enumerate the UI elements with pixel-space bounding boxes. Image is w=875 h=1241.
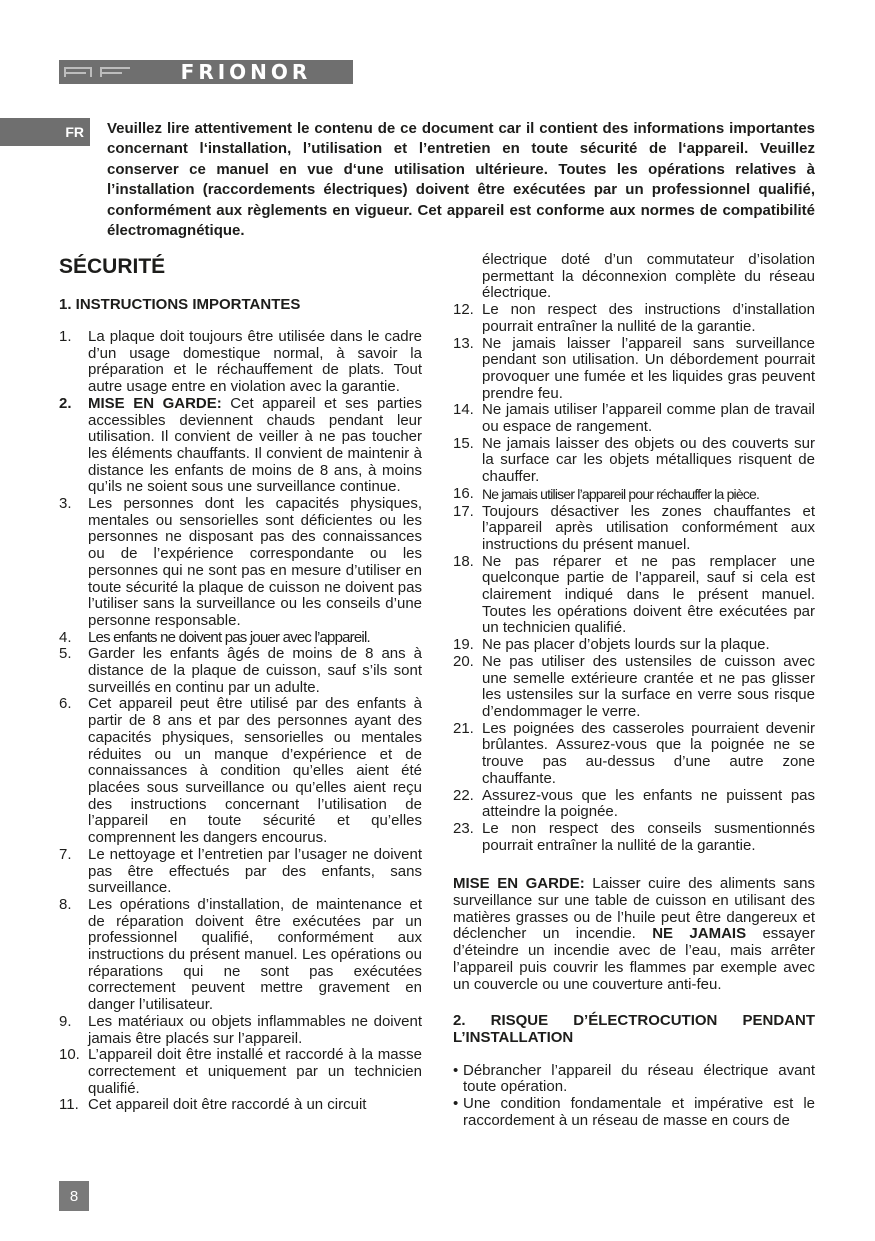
list-item: • Une condition fondamentale et impérative est le raccordement à un réseau de masse en cours de [453, 1095, 815, 1129]
page-number: 8 [59, 1181, 89, 1211]
list-item-continuation: électrique doté d’un commutateur d’isolation permettant la déconnexion complète du réseau électrique. [482, 251, 815, 302]
list-item: 1. La plaque doit toujours être utilisée dans le cadre d’un usage domestique normal, à savoir la préparation et le réchauffement de plats. Tout autre usage entre en violation avec la garantie. [59, 328, 422, 396]
list-item: 16. Ne jamais utiliser l’appareil pour réchauffer la pièce. [453, 484, 760, 502]
list-item: 9. Les matériaux ou objets inflammables ne doivent jamais être placés sur l’appareil. [59, 1012, 422, 1047]
subsection-title-instructions: 1. INSTRUCTIONS IMPORTANTES [59, 296, 301, 313]
electrocution-bullet-list [453, 1063, 815, 1130]
instructions-list-right [453, 302, 815, 854]
list-item: 20. Ne pas utiliser des ustensiles de cuisson avec une semelle extérieure crantée et ne pas glisser les ustensiles sur la surface en verre sous risque d’endommager le verre. [453, 652, 815, 720]
section-title: SÉCURITÉ [59, 255, 166, 278]
right-column [453, 252, 815, 1129]
list-item: 21. Les poignées des casseroles pourraient devenir brûlantes. Assurez-vous que la poignée ne se trouve pas au-dessus d’une autre zone chauffante. [453, 719, 815, 787]
list-item: 8. Les opérations d’installation, de maintenance et de réparation doivent être exécutées par un professionnel qualifié, conformément aux instructions du présent manuel. Les opérations ou réparations qui ne sont pas exécutées correctement peuvent mettre gravement en danger l’utilisateur. [59, 895, 422, 1014]
list-item: 3. Les personnes dont les capacités physiques, mentales ou sensorielles sont déficientes ou les personnes ne disposant pas des connaissances ou de l’expérience correspondante ou les personnes qui ne sont pas en mesure d’utiliser en toute sécurité la plaque de cuisson ne doivent pas l’utiliser sans la surveillance ou les conseils d’une personne responsable. [59, 495, 422, 629]
list-item: 7. Le nettoyage et l’entretien par l’usager ne doivent pas être effectués par des enfants, sans surveillance. [59, 845, 422, 897]
language-tab: FR [0, 118, 90, 146]
list-item: • Débrancher l’appareil du réseau électrique avant toute opération. [453, 1061, 815, 1096]
list-item: 23. Le non respect des conseils susmentionnés pourrait entraîner la nullité de la garantie. [453, 819, 815, 854]
list-item: 12. Le non respect des instructions d’installation pourrait entraîner la nullité de la garantie. [453, 301, 815, 335]
list-item: 6. Cet appareil peut être utilisé par des enfants à partir de 8 ans et par des personnes ayant des capacités physiques, sensorielles ou mentales réduites ou un manque d’expérience et de connaissances à condition qu’elles aient été placées sous surveillance ou qu’elles aient reçu des instructions concernant l’utilisation de l’appareil en toute sécurité et qu’elles comprennent les dangers encourus. [59, 695, 422, 847]
left-column [59, 255, 422, 1114]
list-item: 17. Toujours désactiver les zones chauffantes et l’appareil après utilisation conformément aux instructions du présent manuel. [453, 502, 815, 553]
list-item: 4. Les enfants ne doivent pas jouer avec l’appareil. [59, 628, 370, 646]
subsection-title-electrocution: 2. RISQUE D’ÉLECTROCUTION PENDANT L’INSTALLATION [453, 1012, 815, 1046]
list-item: 19. Ne pas placer d’objets lourds sur la plaque. [453, 636, 770, 654]
brand-mark-icon [59, 60, 139, 84]
list-item: 5. Garder les enfants âgés de moins de 8 ans à distance de la plaque de cuisson, sauf s’ils sont surveillés en continu par un adulte. [59, 645, 422, 696]
list-item: 11. Cet appareil doit être raccordé à un circuit [59, 1096, 367, 1114]
list-item: 13. Ne jamais laisser l’appareil sans surveillance pendant son utilisation. Un débordement pourrait provoquer une fumée et les liquides gras peuvent prendre feu. [453, 334, 815, 402]
list-item: 18. Ne pas réparer et ne pas remplacer une quelconque partie de l’appareil, sauf si cela est clairement indiqué dans le présent manuel. Toutes les opérations doivent être exécutées par un technicien qualifié. [453, 552, 815, 637]
list-item: 14. Ne jamais utiliser l’appareil comme plan de travail ou espace de rangement. [453, 401, 815, 436]
list-item: 15. Ne jamais laisser des objets ou des couverts sur la surface car les objets métalliques risquent de chauffer. [453, 434, 815, 486]
list-item: 10. L’appareil doit être installé et raccordé à la masse correctement et uniquement par un technicien qualifié. [59, 1046, 422, 1097]
fire-warning-paragraph: MISE EN GARDE: Laisser cuire des aliments sans surveillance sur une table de cuisson en utilisant des matières grasses ou de l’huile peut être dangereux et déclencher un incendie. NE JAMAIS essayer d’éteindre un incendie avec de l’eau, mais arrêter l’appareil puis couvrir les flammes par exemple avec un couvercle ou une couverture anti-feu. [453, 875, 815, 993]
brand-logo [59, 60, 353, 84]
instructions-list-left [59, 329, 422, 1114]
list-item: 22. Assurez-vous que les enfants ne puissent pas atteindre la poignée. [453, 786, 815, 821]
intro-paragraph: Veuillez lire attentivement le contenu de ce document car il contient des informations importantes concernant l‘installation, l’utilisation et l’entretien en toute sécurité de l‘appareil. Veuillez conserver ce manuel en vue d‘une utilisation ultérieure. Toutes les opérations relatives à l’installation (raccordements électriques) doivent être exécutées par un professionnel qualifié, conformément aux règlements en vigueur. Cet appareil est conforme aux normes de compatibilité électromagnétique. [107, 120, 815, 240]
brand-name: FRIONOR [180, 60, 312, 84]
list-item: 2. MISE EN GARDE: Cet appareil et ses parties accessibles deviennent chauds pendant leur utilisation. Il convient de veiller à ne pas toucher les éléments chauffants. Il convient de maintenir à distance les enfants de moins de 8 ans, à moins qu’ils ne soient sous une surveillance continue. [59, 394, 422, 496]
